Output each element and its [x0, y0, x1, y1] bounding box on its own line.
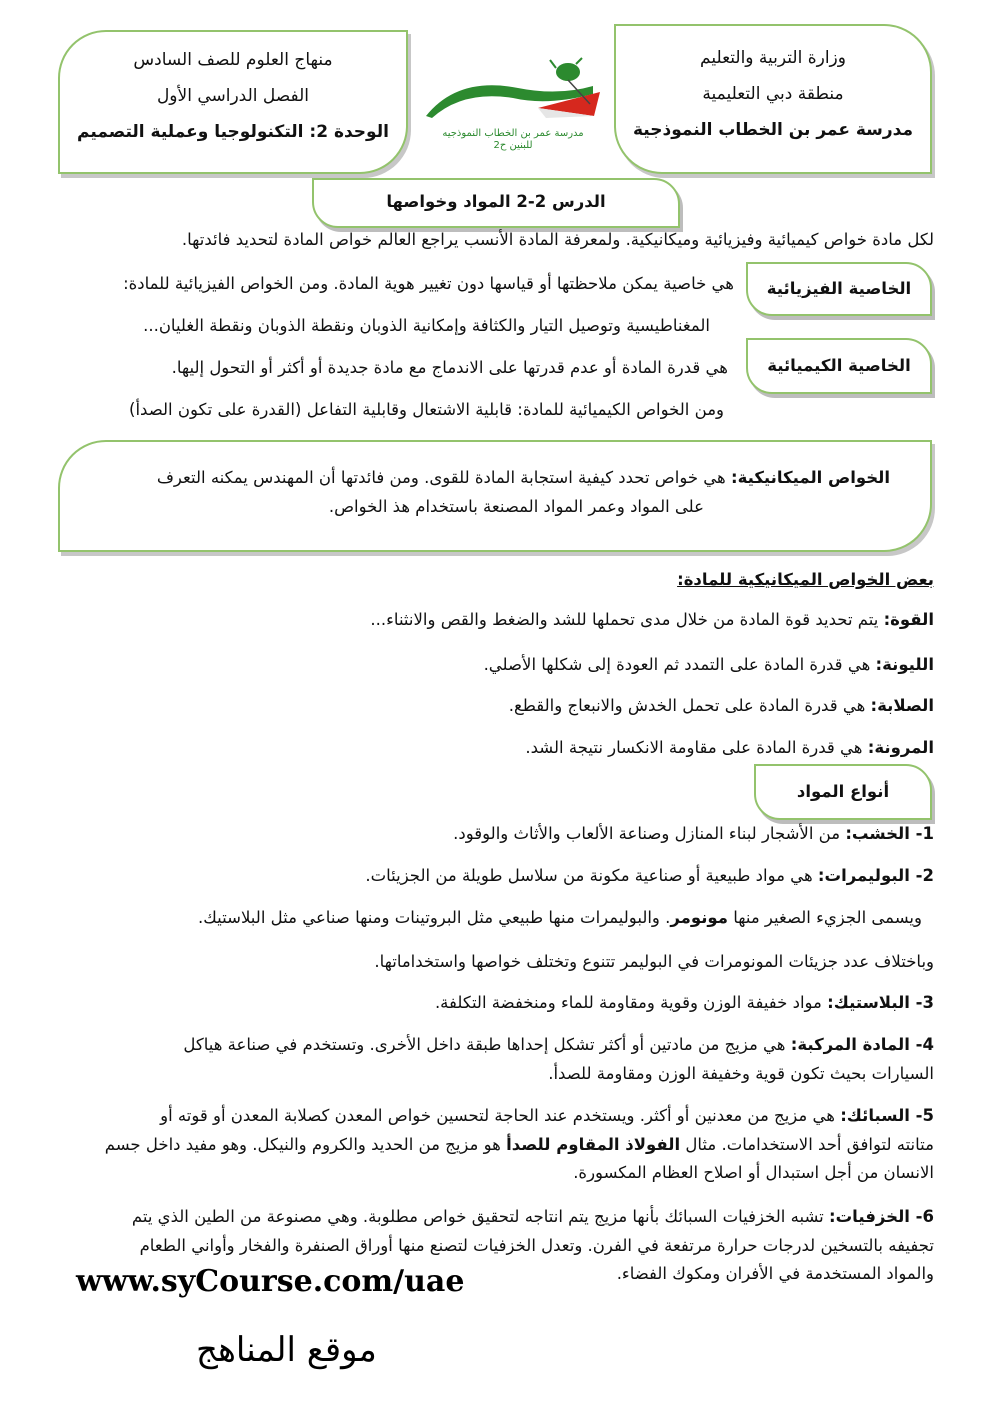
- type-plastic-term: 3- البلاستيك:: [827, 993, 934, 1012]
- type-polymers-term: 2- البوليمرات:: [817, 866, 934, 885]
- region-name: منطقة دبي التعليمية: [702, 84, 844, 104]
- type-alloys-line3: الانسان من أجل استبدال أو اصلاح العظام المكسورة.: [573, 1163, 934, 1182]
- prop-strength-text: يتم تحديد قوة المادة من خلال مدى تحملها للشد والضغط والقص والانثناء...: [370, 610, 884, 629]
- physical-text-1: هي خاصية يمكن ملاحظتها أو قياسها دون تغيير هوية المادة. ومن الخواص الفيزيائية للمادة:: [123, 274, 734, 293]
- type-polymers: [54, 866, 934, 885]
- type-composite-text: هي مزيج من مادتين أو أكثر تشكل إحداها طبقة داخل الأخرى. وتستخدم في صناعة هياكل: [183, 1035, 791, 1054]
- type-ceramics-line3: والمواد المستخدمة في الأفران ومكوك الفضاء.: [616, 1264, 934, 1283]
- lesson-title-box: [312, 178, 680, 228]
- type-wood: [54, 824, 934, 843]
- polymers-line2-end: . والبوليمرات منها طبيعي مثل البروتينات ومنها صناعي مثل البلاستيك.: [198, 908, 671, 927]
- logo-subtext: للبنين ح2: [493, 140, 533, 151]
- prop-toughness-text: هي قدرة المادة على مقاومة الانكسار نتيجة الشد.: [525, 738, 868, 757]
- prop-hardness-text: هي قدرة المادة على تحمل الخدش والانبعاج والقطع.: [508, 696, 871, 715]
- type-ceramics-line2: تجفيفه بالتسخين لدرجات حرارة مرتفعة في الفرن. وتعدل الخزفيات لتصنع منها أوراق الصنفرة والفخار وأواني الطعام: [139, 1236, 934, 1255]
- chemical-label-box: [746, 338, 932, 394]
- school-logo-graphic: [418, 56, 608, 126]
- type-polymers-line2: [54, 908, 922, 927]
- mechanical-text-1: هي خواص تحدد كيفية استجابة المادة للقوى. ومن فائدتها أن المهندس يمكنه التعرف: [156, 468, 731, 487]
- semester-name: الفصل الدراسي الأول: [156, 86, 310, 106]
- physical-label-box: [746, 262, 932, 316]
- type-ceramics: [54, 1207, 934, 1226]
- type-composite-line2: السيارات بحيث تكون قوية وخفيفة الوزن ومقاومة للصدأ.: [548, 1064, 934, 1083]
- intro-text: لكل مادة خواص كيميائية وفيزيائية وميكانيكية. ولمعرفة المادة الأنسب يراجع العالم خواص المادة لتحديد فائدتها.: [181, 230, 934, 249]
- type-composite-term: 4- المادة المركبة:: [790, 1035, 934, 1054]
- school-logo: [418, 56, 608, 154]
- chemical-label: الخاصية الكيميائية: [767, 356, 911, 375]
- prop-ductility-term: الليونة:: [875, 655, 934, 674]
- unit-name: الوحدة 2: التكنولوجيا وعملية التصميم: [77, 122, 389, 142]
- chemical-text-1: هي قدرة المادة أو عدم قدرتها على الاندماج مع مادة جديدة أو أكثر أو التحول إليها.: [171, 358, 728, 377]
- type-plastic: [54, 993, 934, 1012]
- physical-text-2: المغناطيسية وتوصيل التيار والكثافة وإمكانية الذوبان ونقطة الذوبان ونقطة الغليان...: [143, 316, 710, 335]
- type-wood-term: 1- الخشب:: [845, 824, 934, 843]
- type-polymers-line3: وباختلاف عدد جزيئات المونومرات في البوليمر تتنوع وتختلف خواصها واستخداماتها.: [374, 952, 934, 971]
- header-curriculum-box: [58, 30, 408, 174]
- alloys-line2-end: هو مزيج من الحديد والكروم والنيكل. وهو مفيد داخل جسم: [104, 1135, 507, 1154]
- alloys-line2-start: متانته لتوافق أحد الاستخدامات. مثال: [680, 1135, 934, 1154]
- type-alloys: [54, 1106, 934, 1125]
- lesson-title: الدرس 2-2 المواد وخواصها: [386, 192, 606, 211]
- type-composite: [54, 1035, 934, 1054]
- type-polymers-text: هي مواد طبيعية أو صناعية مكونة من سلاسل طويلة من الجزيئات.: [365, 866, 818, 885]
- school-name: مدرسة عمر بن الخطاب النموذجية: [632, 120, 914, 140]
- polymers-line2-start: ويسمى الجزيء الصغير منها: [727, 908, 922, 927]
- physical-label: الخاصية الفيزيائية: [766, 279, 912, 298]
- mechanical-text-2: على المواد وعمر المواد المصنعة باستخدام هذ الخواص.: [328, 497, 704, 516]
- type-ceramics-term: 6- الخزفيات:: [829, 1207, 934, 1226]
- prop-strength: [54, 610, 934, 629]
- type-wood-text: من الأشجار لبناء المنازل وصناعة الألعاب والأثاث والوقود.: [453, 824, 846, 843]
- mechanical-box: [58, 440, 932, 552]
- types-label-box: [754, 764, 932, 820]
- type-ceramics-text: تشبه الخزفيات السبائك بأنها مزيج يتم انتاجه لتحقيق خواص مطلوبة. وهي مصنوعة من الطين الذي يتم: [131, 1207, 829, 1226]
- type-alloys-text: هي مزيج من معدنين أو أكثر. ويستخدم عند الحاجة لتحسين خواص المعدن كصلابة المعدن أو قوته أو: [160, 1106, 841, 1125]
- type-plastic-text: مواد خفيفة الوزن وقوية ومقاومة للماء ومنخفضة التكلفة.: [434, 993, 828, 1012]
- monomer-term: مونومر: [670, 908, 728, 927]
- prop-strength-term: القوة:: [883, 610, 934, 629]
- chemical-text-2: ومن الخواص الكيميائية للمادة: قابلية الاشتعال وقابلية التفاعل (القدرة على تكون الصدأ): [129, 400, 724, 419]
- mechanical-term: الخواص الميكانيكية:: [731, 468, 890, 487]
- some-props-heading: بعض الخواص الميكانيكية للمادة:: [677, 570, 934, 589]
- types-label: أنواع المواد: [796, 782, 890, 801]
- prop-toughness-term: المرونة:: [867, 738, 934, 757]
- stainless-steel-term: الفولاذ المقاوم للصدأ: [506, 1135, 681, 1154]
- prop-hardness: [54, 696, 934, 715]
- prop-hardness-term: الصلابة:: [870, 696, 934, 715]
- type-alloys-term: 5- السبائك:: [840, 1106, 934, 1125]
- type-alloys-line2: [54, 1135, 934, 1154]
- prop-ductility-text: هي قدرة المادة على التمدد ثم العودة إلى شكلها الأصلي.: [483, 655, 876, 674]
- prop-toughness: [54, 738, 934, 757]
- logo-text: مدرسة عمر بن الخطاب النموذجيه: [442, 128, 584, 139]
- header-school-box: [614, 24, 932, 174]
- ministry-name: وزارة التربية والتعليم: [700, 48, 846, 68]
- prop-ductility: [54, 655, 934, 674]
- watermark-url: www.syCourse.com/uae: [76, 1264, 465, 1299]
- watermark-arabic: موقع المناهج: [196, 1330, 377, 1370]
- curriculum-name: منهاج العلوم للصف السادس: [133, 50, 333, 70]
